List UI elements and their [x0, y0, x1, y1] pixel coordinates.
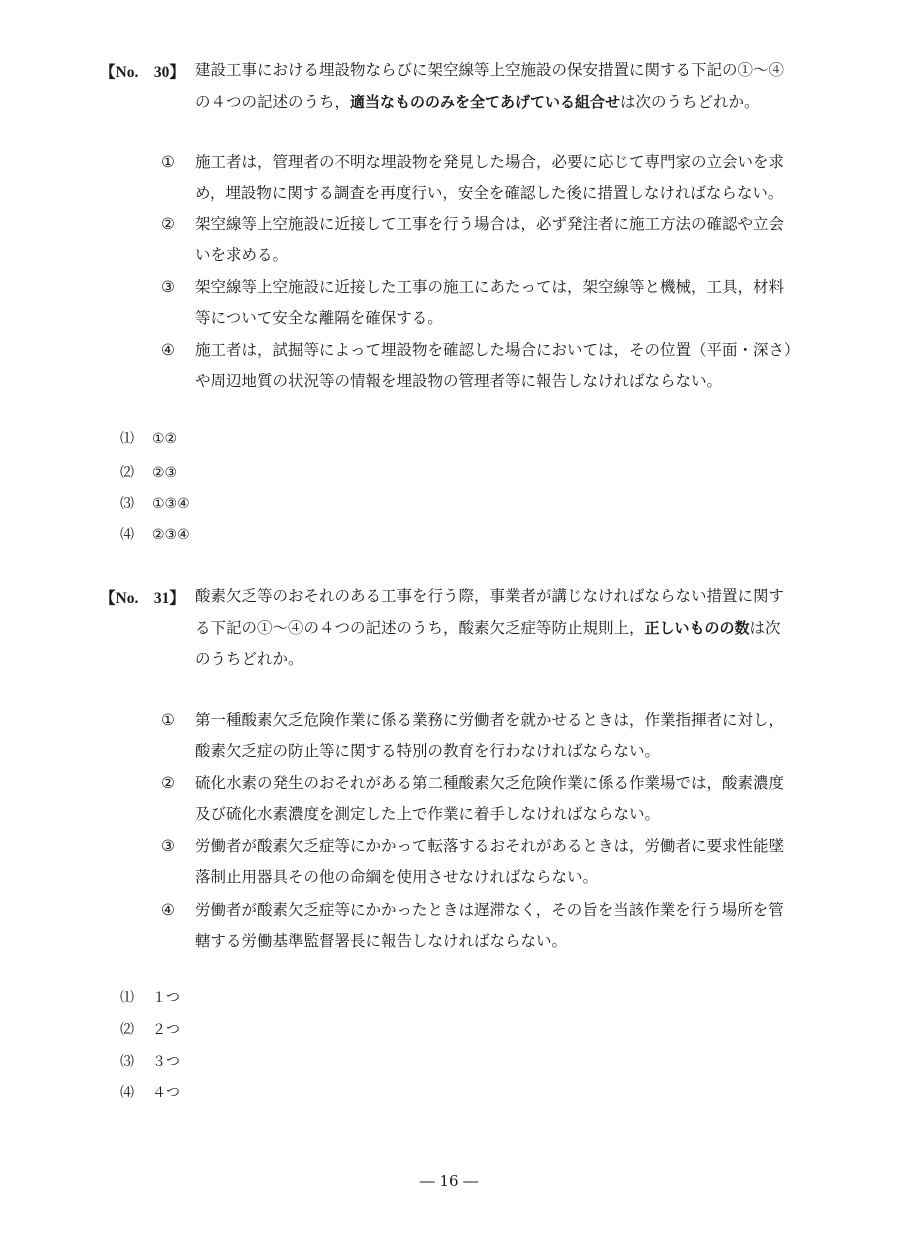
choice-label: ⑷ — [120, 527, 134, 543]
q31-choice-1[interactable] — [120, 989, 180, 1007]
q31-item-mark: ② — [161, 774, 175, 792]
q30-item1-line1: 施工者は，管理者の不明な埋設物を発見した場合，必要に応じて専門家の立会いを求 — [195, 153, 785, 171]
q30-item-mark: ④ — [161, 341, 175, 359]
q30-choice-2[interactable] — [120, 464, 177, 482]
q30-item-mark: ② — [161, 215, 175, 233]
q30-item2-line2: いを求める。 — [195, 246, 289, 264]
q31-stem-line2 — [195, 618, 781, 638]
q31-choice-3[interactable] — [120, 1053, 180, 1071]
q31-item3-line1: 労働者が酸素欠乏症等にかかって転落するおそれがあるときは，労働者に要求性能墜 — [195, 837, 785, 855]
choice-label: ⑴ — [120, 431, 134, 447]
choice-text: ①② — [152, 431, 178, 447]
choice-label: ⑶ — [120, 1054, 134, 1070]
choice-text: ２つ — [152, 1022, 180, 1038]
q30-item-mark: ① — [161, 153, 175, 171]
q31-item3-line2: 落制止用器具その他の命綱を使用させなければならない。 — [195, 868, 599, 886]
choice-label: ⑵ — [120, 465, 134, 481]
q30-stem-line2 — [195, 92, 760, 112]
q30-stem-line2-post: は次のうちどれか。 — [620, 93, 760, 111]
q31-item-mark: ④ — [161, 901, 175, 919]
choice-text: ②③ — [152, 465, 178, 481]
question-number-30: 【No. 30】 — [100, 64, 185, 81]
q30-choice-1[interactable] — [120, 430, 177, 448]
choice-text: １つ — [152, 990, 180, 1006]
q30-stem-line1: 建設工事における埋設物ならびに架空線等上空施設の保安措置に関する下記の①～④ — [195, 61, 785, 79]
choice-text: ３つ — [152, 1054, 180, 1070]
q30-item4-line2: や周辺地質の状況等の情報を埋設物の管理者等に報告しなければならない。 — [195, 372, 723, 390]
q30-choice-4[interactable] — [120, 526, 190, 544]
question-number-31: 【No. 31】 — [100, 590, 185, 607]
q30-item-mark: ③ — [161, 278, 175, 296]
q30-item2-line1: 架空線等上空施設に近接して工事を行う場合は，必ず発注者に施工方法の確認や立会 — [195, 215, 785, 233]
q31-choice-4[interactable] — [120, 1084, 180, 1102]
choice-text: ①③④ — [152, 496, 190, 512]
q31-item-mark: ① — [161, 711, 175, 729]
q31-item2-line2: 及び硫化水素濃度を測定した上で作業に着手しなければならない。 — [195, 805, 661, 823]
q31-item4-line2: 轄する労働基準監督署長に報告しなければならない。 — [195, 932, 568, 950]
q30-item3-line1: 架空線等上空施設に近接した工事の施工にあたっては，架空線等と機械，工具，材料 — [195, 278, 785, 296]
q31-stem-line3: のうちどれか。 — [195, 650, 304, 668]
choice-text: ４つ — [152, 1085, 180, 1101]
q31-stem-emphasis: 正しいものの数 — [644, 619, 750, 637]
q31-item2-line1: 硫化水素の発生のおそれがある第二種酸素欠乏危険作業に係る作業場では，酸素濃度 — [195, 774, 785, 792]
page-number: ― 16 ― — [419, 1172, 479, 1190]
q31-item-mark: ③ — [161, 837, 175, 855]
q30-item1-line2: め，埋設物に関する調査を再度行い，安全を確認した後に措置しなければならない。 — [195, 184, 784, 202]
q30-item3-line2: 等について安全な離隔を確保する。 — [195, 309, 443, 327]
q31-stem-line2-post: は次 — [749, 619, 781, 637]
choice-label: ⑴ — [120, 990, 134, 1006]
q30-choice-3[interactable] — [120, 495, 190, 513]
choice-label: ⑶ — [120, 496, 134, 512]
choice-label: ⑷ — [120, 1085, 134, 1101]
choice-label: ⑵ — [120, 1022, 134, 1038]
q31-stem-line1: 酸素欠乏等のおそれのある工事を行う際，事業者が講じなければならない措置に関す — [195, 587, 785, 605]
q30-stem-line2-pre: の４つの記述のうち， — [195, 93, 351, 111]
q30-item4-line1: 施工者は，試掘等によって埋設物を確認した場合においては，その位置（平面・深さ） — [195, 341, 800, 359]
q30-stem-emphasis: 適当なもののみを全てあげている組合せ — [350, 93, 621, 111]
q31-item1-line2: 酸素欠乏症の防止等に関する特別の教育を行わなければならない。 — [195, 742, 661, 760]
q31-item1-line1: 第一種酸素欠乏危険作業に係る業務に労働者を就かせるときは，作業指揮者に対し， — [195, 711, 785, 729]
q31-choice-2[interactable] — [120, 1021, 180, 1039]
choice-text: ②③④ — [152, 527, 190, 543]
q31-stem-line2-pre: る下記の①～④の４つの記述のうち，酸素欠乏症等防止規則上， — [195, 619, 645, 637]
q31-item4-line1: 労働者が酸素欠乏症等にかかったときは遅滞なく，その旨を当該作業を行う場所を管 — [195, 901, 784, 919]
